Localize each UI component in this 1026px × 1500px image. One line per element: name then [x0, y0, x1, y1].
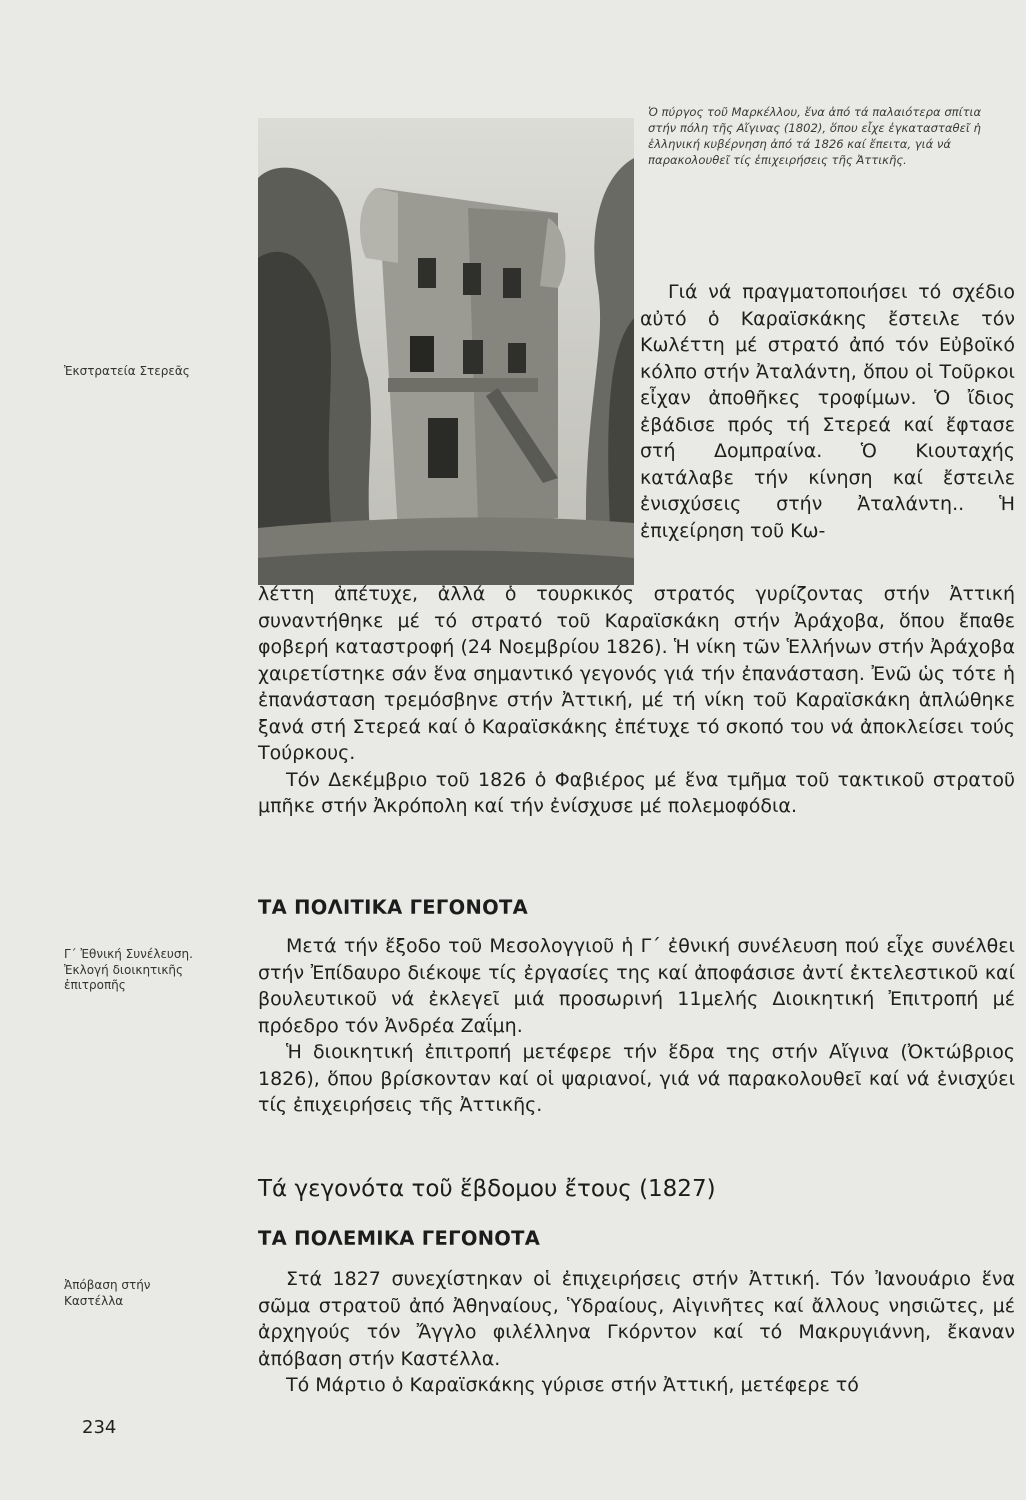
paragraph-aegina: Ἡ διοικητική ἐπιτροπή μετέφερε τήν ἕδρα της στήν Αἴγινα (Ὀκτώβριος 1826), ὅπου βρίσκονταν καί οἱ ψαριανοί, γιά νά παρακολουθεῖ καί νά ἐνισχύει τίς ἐπιχειρήσεις τῆς Ἀττικῆς.: [258, 1041, 1015, 1116]
page-number: 234: [82, 1417, 117, 1438]
tower-photograph: [258, 118, 634, 585]
paragraph-text: Γιά νά πραγματοποιήσει τό σχέδιο αὐτό ὁ Καραϊσκάκης ἔστειλε τόν Κωλέττη μέ στρατό ἀπό τόν Εὐβοϊκό κόλπο στήν Ἀταλάντη, ὅπου οἱ Τοῦρκοι εἶχαν ἀποθῆκες τροφίμων. Ὁ ἴδιος ἐβάδισε πρός τή Στερεά καί ἔφτασε στή Δομπραίνα. Ὁ Κιουταχής κατάλαβε τήν κίνηση καί ἔστειλε ἐνισχύσεις στήν Ἀταλάντη.. Ἡ ἐπιχείρηση τοῦ Κω-: [640, 281, 1015, 542]
margin-note-apovasi: Ἀπόβαση στήν Καστέλλα: [64, 1278, 151, 1308]
paragraph-fabvier: Τόν Δεκέμβριο τοῦ 1826 ὁ Φαβιέρος μέ ἕνα τμῆμα τοῦ τακτικοῦ στρατοῦ μπῆκε στήν Ἀκρόπολη καί τήν ἐνίσχυσε μέ πολεμοφόδια.: [258, 768, 1015, 817]
section-title-1827: Τά γεγονότα τοῦ ἕβδομου ἔτους (1827): [258, 1176, 716, 1202]
paragraph-expedition-start: [640, 279, 1015, 544]
margin-note-ekstrateia: Ἐκστρατεία Στερεᾶς: [64, 364, 190, 378]
paragraph-kastella: Στά 1827 συνεχίστηκαν οἱ ἐπιχειρήσεις στήν Ἀττική. Τόν Ἰανουάριο ἕνα σῶμα στρατοῦ ἀπό Ἀθηναίους, Ὑδραίους, Αἰγινῆτες καί ἄλλους νησιῶτες, μέ ἀρχηγούς τόν Ἄγγλο φιλέλληνα Γκόρντον καί τό Μακρυγιάννη, ἔκαναν ἀπόβαση στήν Καστέλλα.: [258, 1268, 1015, 1370]
political-events-text: [258, 933, 1015, 1119]
tower-photo-illustration: [258, 118, 634, 585]
paragraph-text: λέττη ἀπέτυχε, ἀλλά ὁ τουρκικός στρατός γυρίζοντας στήν Ἀττική συναντήθηκε μέ τό στρατό τοῦ Καραϊσκάκη στήν Ἀράχοβα, ὅπου ἔπαθε φοβερή καταστροφή (24 Νοεμβρίου 1826). Ἡ νίκη τῶν Ἑλλήνων στήν Ἀράχοβα χαιρετίστηκε σάν ἕνα σημαντικό γεγονός γιά τήν ἐπανάσταση. Ἐνῶ ὡς τότε ἡ ἐπανάσταση τρεμόσβηνε στήν Ἀττική, μέ τή νίκη τοῦ Καραϊσκάκη ἁπλώθηκε ξανά στή Στερεά καί ὁ Καραϊσκάκης ἐπέτυχε τό σκοπό του νά ἀποκλείσει τούς Τούρκους.: [258, 583, 1015, 764]
heading-military-events: ΤΑ ΠΟΛΕΜΙΚΑ ΓΕΓΟΝΟΤΑ: [258, 1227, 541, 1250]
heading-political-events: ΤΑ ΠΟΛΙΤΙΚΑ ΓΕΓΟΝΟΤΑ: [258, 896, 529, 919]
military-events-text: [258, 1266, 1015, 1399]
paragraph-march: Τό Μάρτιο ὁ Καραϊσκάκης γύρισε στήν Ἀττική, μετέφερε τό: [286, 1374, 859, 1396]
paragraph-assembly: Μετά τήν ἔξοδο τοῦ Μεσολογγιοῦ ἡ Γ΄ ἐθνική συνέλευση πού εἶχε συνέλθει στήν Ἐπίδαυρο διέκοψε τίς ἐργασίες της καί ἀποφάσισε ἀντί ἐκτελεστικοῦ καί βουλευτικοῦ νά ἐκλεγεῖ μιά προσωρινή 11μελής Διοικητική Ἐπιτροπή μέ πρόεδρο τόν Ἀνδρέα Ζαΐμη.: [258, 935, 1015, 1037]
paragraph-expedition-continued: [258, 581, 1015, 820]
photo-caption: Ὁ πύργος τοῦ Μαρκέλλου, ἕνα ἀπό τά παλαιότερα σπίτια στήν πόλη τῆς Αἴγινας (1802), ὅπου εἶχε ἐγκατασταθεῖ ἡ ἑλληνική κυβέρνηση ἀπό τά 1826 καί ἔπειτα, γιά νά παρακολουθεῖ τίς ἐπιχειρήσεις τῆς Ἀττικῆς.: [648, 105, 982, 167]
margin-note-synelefsi: Γ΄ Ἐθνική Συνέλευση. Ἐκλογή διοικητικῆς ἐπιτροπῆς: [64, 947, 193, 992]
